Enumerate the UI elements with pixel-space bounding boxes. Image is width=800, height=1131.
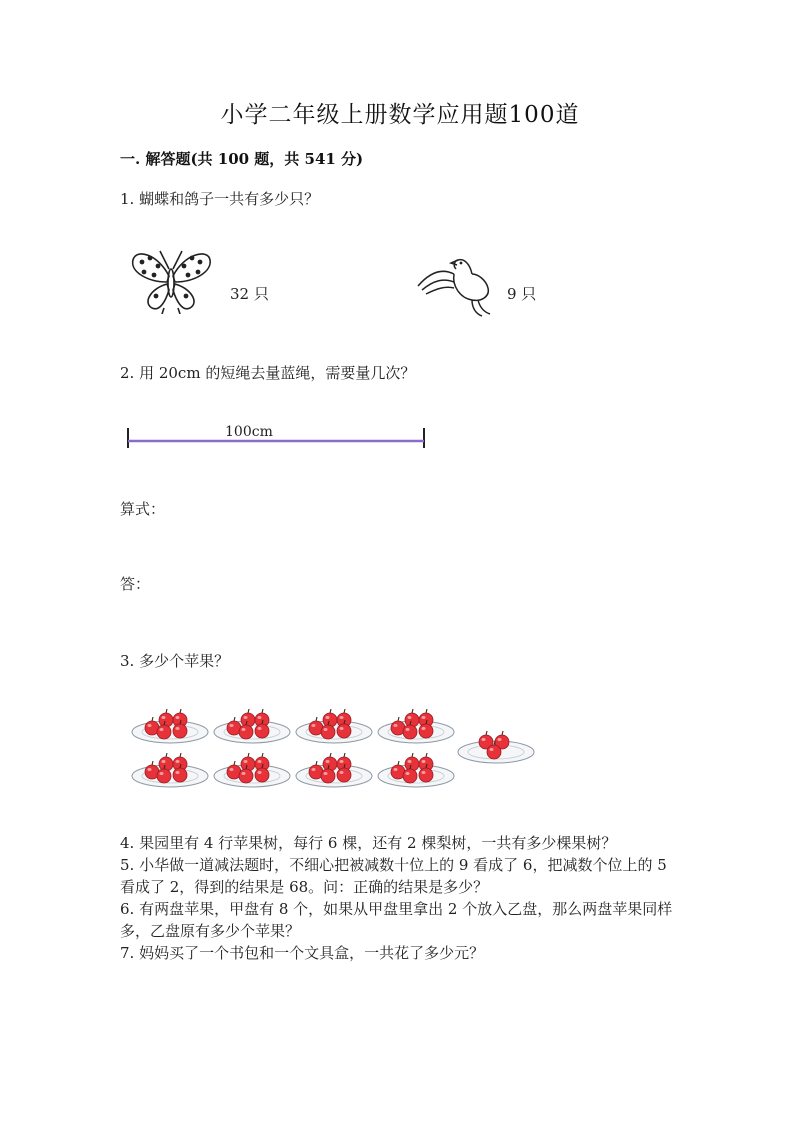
question-1-text: 1. 蝴蝶和鸽子一共有多少只？: [120, 190, 320, 208]
rope-length-label: 100cm: [225, 424, 273, 440]
apple-plate-icon: [378, 709, 454, 743]
pigeon-icon: [416, 252, 496, 318]
question-5-text: 5. 小华做一道减法题时，不细心把被减数十位上的 9 看成了 6，把减数个位上的 5 看成了 2，得到的结果是 68。问：正确的结果是多少？: [120, 856, 667, 896]
apple-plate-icon: [458, 731, 534, 763]
apple-plate-icon: [214, 753, 290, 787]
section-heading: 一. 解答题(共 100 题，共 541 分): [120, 150, 364, 168]
apple-plate-icon: [378, 753, 454, 787]
apple-plates-diagram: [128, 698, 538, 798]
formula-label: 算式：: [120, 500, 166, 518]
rope-diagram: [124, 422, 430, 450]
apple-plate-icon: [296, 753, 372, 787]
question-2-text: 2. 用 20cm 的短绳去量蓝绳，需要量几次？: [120, 364, 416, 382]
pigeon-count: 9 只: [507, 285, 537, 303]
apple-plate-icon: [132, 753, 208, 787]
question-6-text: 6. 有两盘苹果，甲盘有 8 个，如果从甲盘里拿出 2 个放入乙盘，那么两盘苹果同样多，乙盘原有多少个苹果？: [120, 900, 673, 940]
page-title: 小学二年级上册数学应用题100道: [220, 102, 580, 128]
butterfly-icon: [128, 246, 214, 314]
apple-plate-icon: [296, 709, 372, 743]
question-7-text: 7. 妈妈买了一个书包和一个文具盒，一共花了多少元？: [120, 944, 485, 962]
question-4-text: 4. 果园里有 4 行苹果树，每行 6 棵，还有 2 棵梨树，一共有多少棵果树？: [120, 834, 617, 852]
butterfly-count: 32 只: [230, 285, 269, 303]
answer-label: 答：: [120, 575, 151, 593]
question-3-text: 3. 多少个苹果？: [120, 652, 230, 670]
apple-plate-icon: [214, 709, 290, 743]
apple-plate-icon: [132, 709, 208, 743]
